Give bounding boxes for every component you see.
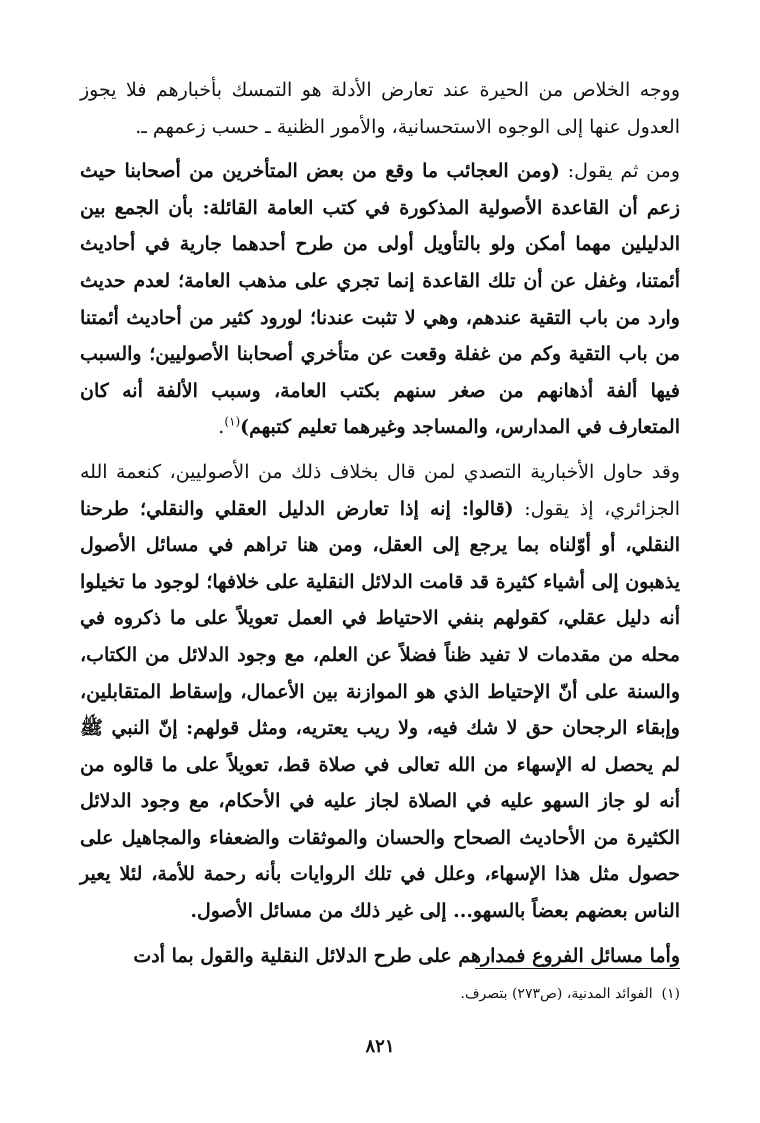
- page-number: ٨٢١: [365, 1036, 395, 1057]
- paragraph-3: [80, 454, 680, 930]
- paragraph-3-quote: (قالوا: إنه إذا تعارض الدليل العقلي والنقلي؛ طرحنا النقلي، أو أوّلناه بما يرجع إلى العقل، ومن هنا تراهم في مسائل الأصول يذهبون إلى أشياء كثيرة قد قامت الدلائل النقلية على خلافها؛ لوجود ما تخيلوا أنه دليل عقلي، كقولهم بنفي الاحتياط في العمل تعويلاً على ما ذكروه في محله من مقدمات لا تفيد ظناً فضلاً عن العلم، مع وجود الدلائل من الكتاب، والسنة على أنّ الإحتياط الذي هو الموازنة بين الأعمال، وإسقاط المتقابلين، وإبقاء الرجحان حق لا شك فيه، ولا ريب يعتريه، ومثل قولهم: إنّ النبي ﷺ لم يحصل له الإسهاء من الله تعالى في صلاة قط، تعويلاً على ما قالوه من أنه لو جاز السهو عليه في الصلاة لجاز عليه في الأحكام، مع وجود الدلائل الكثيرة من الأحاديث الصحاح والحسان والموثقات والضعفاء والمجاهيل على حصول مثل هذا الإسهاء، وعلل في تلك الروايات بأنه رحمة للأمة، لئلا يعير الناس بعضهم بعضاً بالسهو... إلى غير ذلك من مسائل الأصول.: [80, 497, 680, 923]
- footnote: [80, 982, 680, 1006]
- paragraph-2-intro: ومن ثم يقول:: [559, 160, 680, 183]
- paragraph-2-end: .: [218, 416, 225, 439]
- footnote-number: (١): [661, 986, 680, 1002]
- paragraph-3-intro: وقد حاول الأخبارية التصدي لمن قال بخلاف ذلك من الأصوليين، كنعمة الله الجزائري، إذ يقول:: [80, 460, 680, 520]
- paragraph-2-quote: (ومن العجائب ما وقع من بعض المتأخرين من أصحابنا حيث زعم أن القاعدة الأصولية المذكورة في كتب العامة القائلة: بأن الجمع بين الدليلين مهما أمكن ولو بالتأويل أولى من طرح أحدهما جارية في أحاديث أئمتنا، وغفل عن أن تلك القاعدة إنما تجري على مذهب العامة؛ لعدم حديث وارد من باب التقية عندهم، وهي لا تثبت عندنا؛ لورود كثير من أحاديث أئمتنا من باب التقية وكم من غفلة وقعت عن متأخري أصحابنا الأصوليين؛ والسبب فيها ألفة أذهانهم من صغر سنهم بكتب العامة، وسبب الألفة أنه كان المتعارف في المدارس، والمساجد وغيرهما تعليم كتبهم): [80, 160, 681, 439]
- paragraph-2: [80, 153, 680, 446]
- footnote-reference: (١): [224, 415, 241, 430]
- paragraph-1: ووجه الخلاص من الحيرة عند تعارض الأدلة هو التمسك بأخبارهم فلا يجوز العدول عنها إلى الوجوه الاستحسانية، والأمور الظنية ـ حسب زعمهم ـ.: [80, 79, 680, 138]
- footnote-divider: [475, 968, 680, 969]
- footnote-text: الفوائد المدنية، (ص٢٧٣) بتصرف.: [460, 986, 653, 1002]
- paragraph-4: وأما مسائل الفروع فمدارهم على طرح الدلائل النقلية والقول بما أدت: [133, 944, 680, 967]
